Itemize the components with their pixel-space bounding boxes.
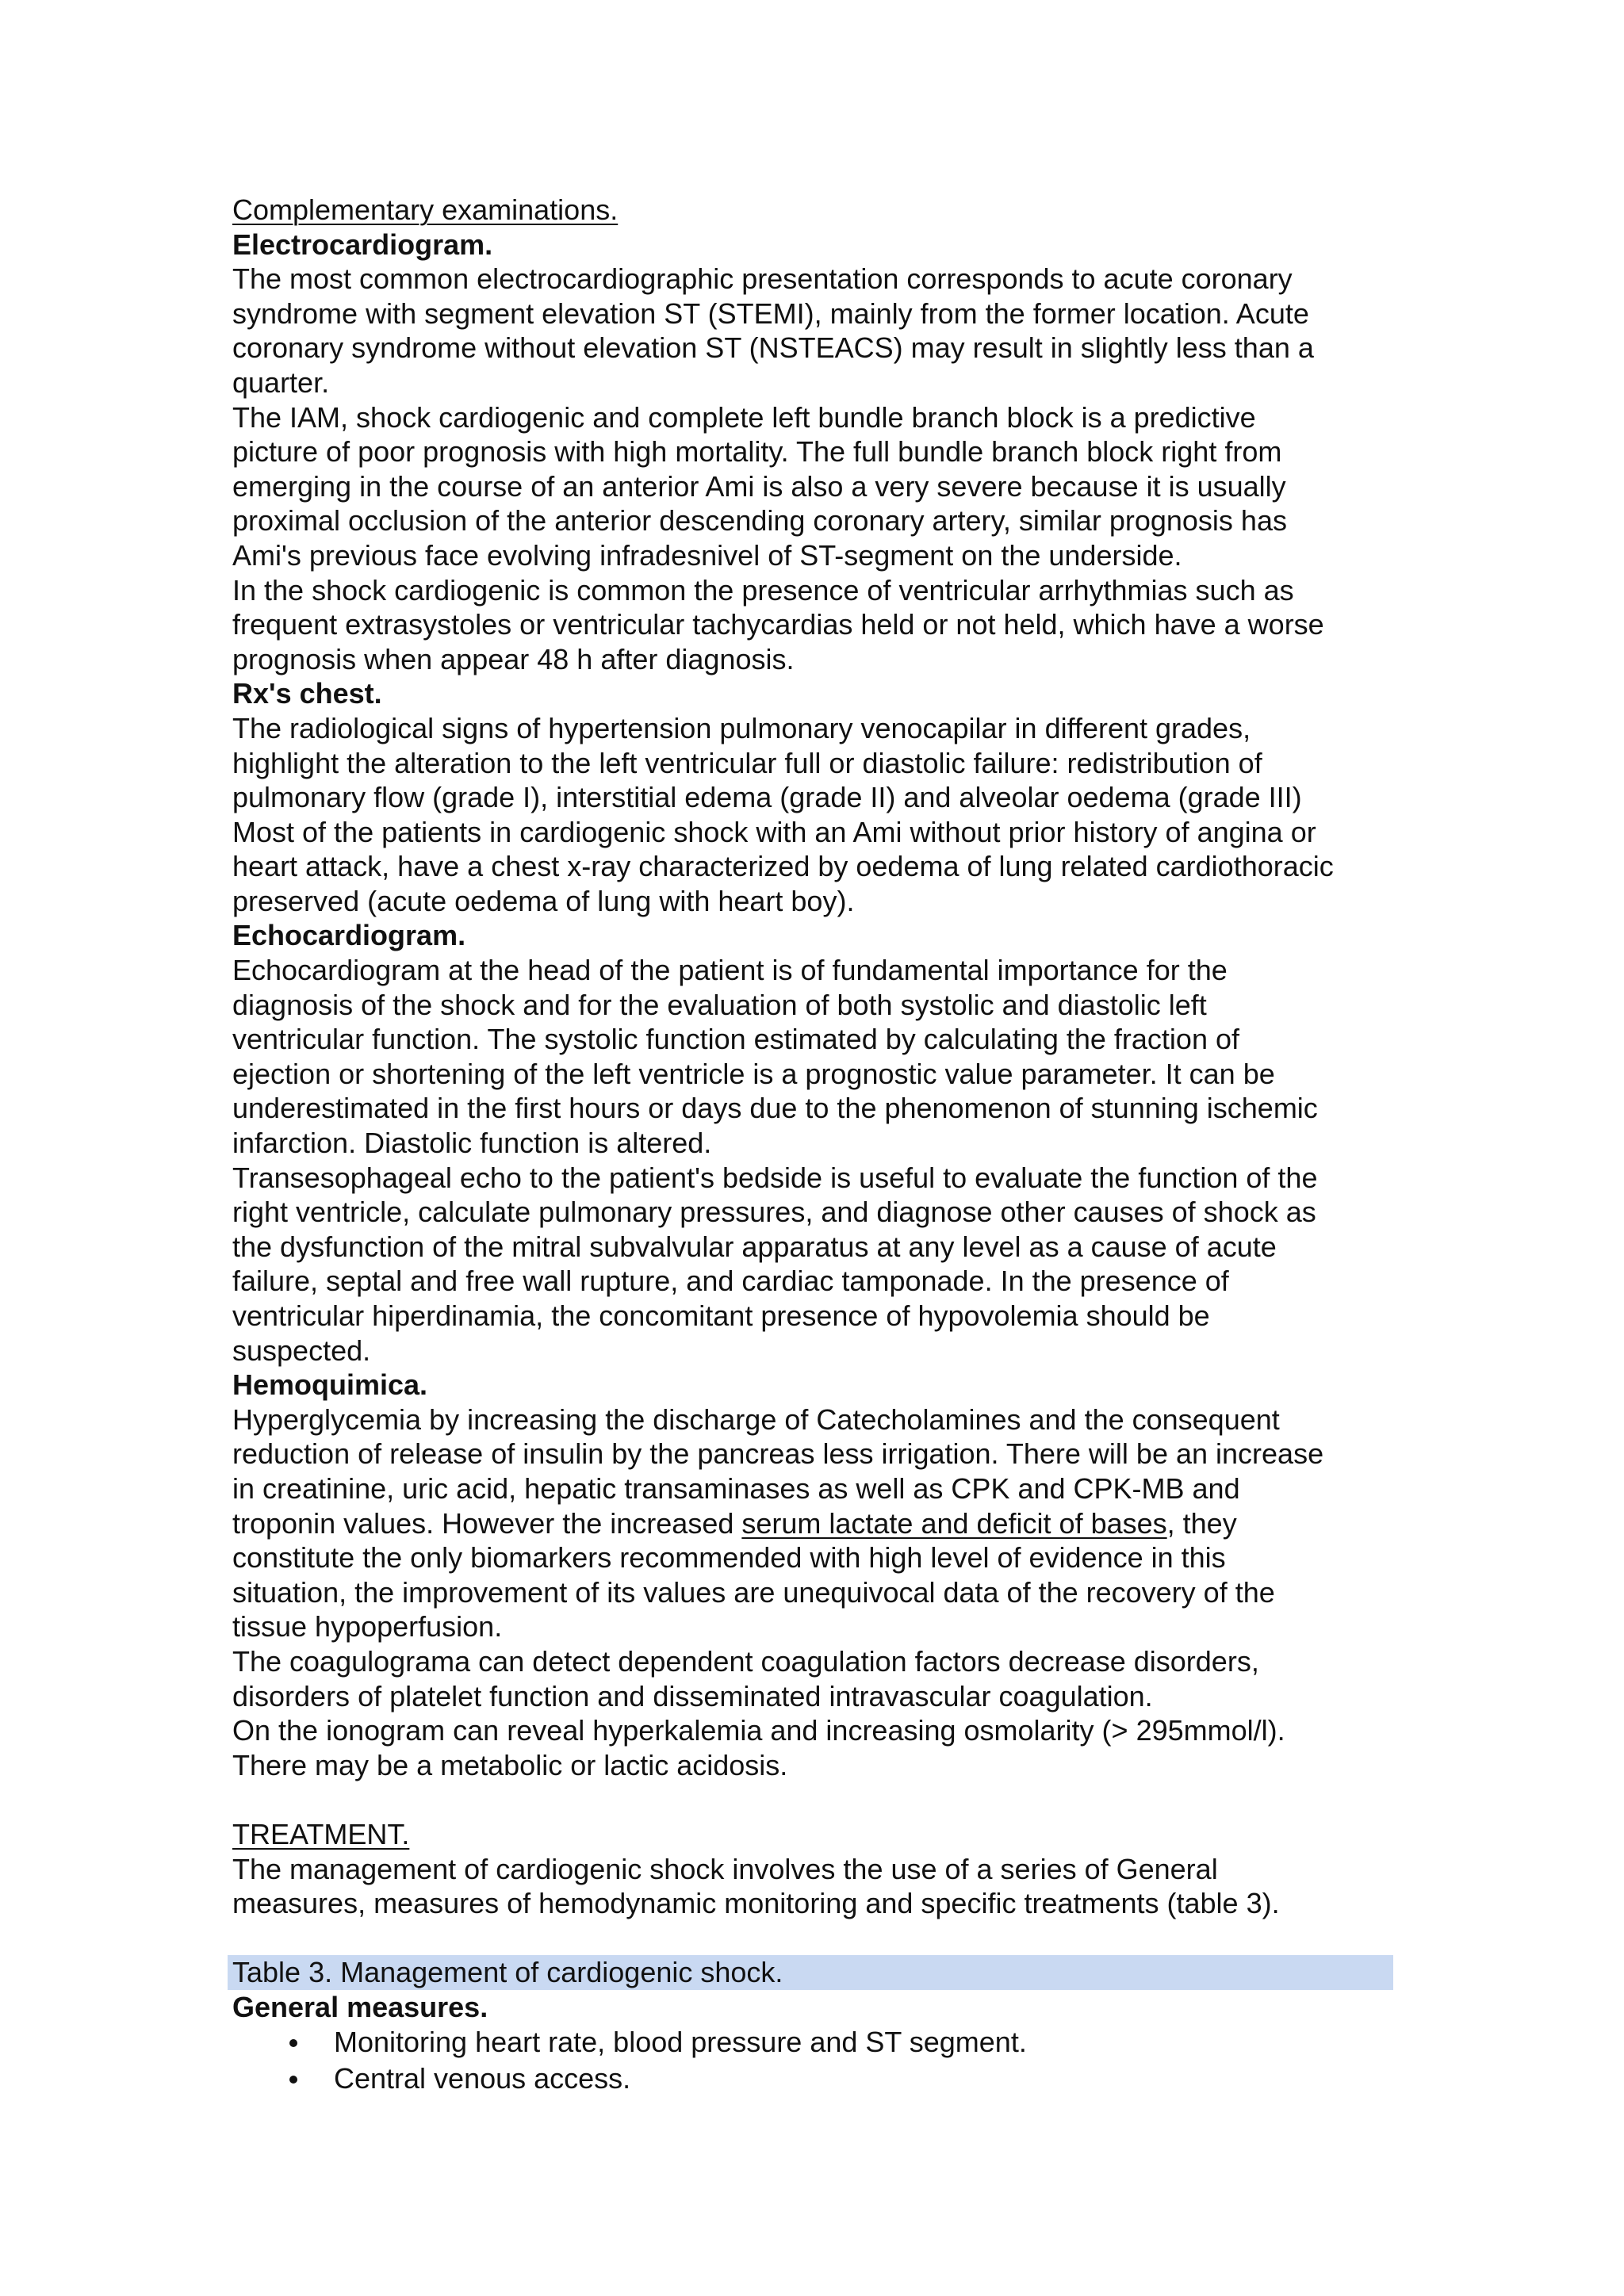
text-line: failure, septal and free wall rupture, and cardiac tamponade. In the presence of bbox=[232, 1265, 1229, 1298]
text-fragment: troponin values. However the increased bbox=[232, 1506, 742, 1540]
text-line: Ami's previous face evolving infradesnivel of ST-segment on the underside. bbox=[232, 538, 1182, 572]
bullet-icon bbox=[289, 2076, 297, 2084]
text-line: reduction of release of insulin by the pancreas less irrigation. There will be an increase bbox=[232, 1437, 1324, 1471]
paragraph-rx-chest bbox=[232, 711, 1398, 919]
text-line: quarter. bbox=[232, 365, 330, 399]
text-line: Hyperglycemia by increasing the discharge of Catecholamines and the consequent bbox=[232, 1402, 1280, 1436]
text-line: highlight the alteration to the left ventricular full or diastolic failure: redistribution of bbox=[232, 746, 1262, 779]
section-heading-treatment: TREATMENT. bbox=[232, 1817, 410, 1850]
text-line: In the shock cardiogenic is common the presence of ventricular arrhythmias such as bbox=[232, 573, 1294, 607]
text-line: suspected. bbox=[232, 1334, 371, 1367]
text-line: ejection or shortening of the left ventricle is a prognostic value parameter. It can be bbox=[232, 1057, 1275, 1090]
text-line: ventricular hiperdinamia, the concomitant presence of hypovolemia should be bbox=[232, 1299, 1210, 1332]
blank-line bbox=[232, 1921, 1398, 1956]
text-line: emerging in the course of an anterior Ami is also a very severe because it is usually bbox=[232, 469, 1286, 503]
list-item-text: Central venous access. bbox=[334, 2062, 631, 2095]
paragraph-echocardiogram bbox=[232, 953, 1398, 1368]
paragraph-hemoquimica bbox=[232, 1402, 1398, 1783]
paragraph-treatment bbox=[232, 1852, 1398, 1921]
text-line: tissue hypoperfusion. bbox=[232, 1610, 503, 1644]
text-line: proximal occlusion of the anterior descending coronary artery, similar prognosis has bbox=[232, 504, 1287, 538]
text-line: The most common electrocardiographic presentation corresponds to acute coronary bbox=[232, 262, 1293, 296]
text-line: The management of cardiogenic shock involves the use of a series of General bbox=[232, 1852, 1218, 1885]
section-heading-complementary: Complementary examinations. bbox=[232, 193, 619, 226]
text-fragment: , they bbox=[1166, 1506, 1237, 1540]
text-line: ventricular function. The systolic function estimated by calculating the fraction of bbox=[232, 1023, 1239, 1056]
text-line: infarction. Diastolic function is altered. bbox=[232, 1127, 712, 1160]
underlined-phrase: serum lactate and deficit of bases bbox=[741, 1506, 1167, 1540]
bullet-icon bbox=[289, 2039, 297, 2047]
list-item bbox=[232, 2024, 1398, 2061]
text-line: diagnosis of the shock and for the evaluation of both systolic and diastolic left bbox=[232, 988, 1207, 1021]
text-line: The coagulograma can detect dependent coagulation factors decrease disorders, bbox=[232, 1644, 1259, 1678]
list-item bbox=[232, 2061, 1398, 2097]
text-line: Most of the patients in cardiogenic shock with an Ami without prior history of angina or bbox=[232, 815, 1316, 848]
text-line: underestimated in the first hours or days due to the phenomenon of stunning ischemic bbox=[232, 1092, 1318, 1125]
text-line: situation, the improvement of its values are unequivocal data of the recovery of the bbox=[232, 1575, 1275, 1609]
text-line: There may be a metabolic or lactic acidosis. bbox=[232, 1748, 788, 1781]
text-line: The radiological signs of hypertension pulmonary venocapilar in different grades, bbox=[232, 711, 1251, 744]
text-line: heart attack, have a chest x-ray characterized by oedema of lung related cardiothoracic bbox=[232, 850, 1334, 883]
list-item-text: Monitoring heart rate, blood pressure and ST segment. bbox=[334, 2026, 1027, 2059]
text-line: coronary syndrome without elevation ST (NSTEACS) may result in slightly less than a bbox=[232, 331, 1314, 365]
table-caption: Table 3. Management of cardiogenic shock. bbox=[228, 1955, 1393, 1990]
subheading-general-measures: General measures. bbox=[232, 1990, 488, 2023]
blank-line bbox=[232, 1782, 1398, 1817]
text-line: Transesophageal echo to the patient's bedside is useful to evaluate the function of the bbox=[232, 1161, 1318, 1194]
bullet-list bbox=[232, 2024, 1398, 2097]
text-line: the dysfunction of the mitral subvalvular apparatus at any level as a cause of acute bbox=[232, 1230, 1277, 1263]
text-line: prognosis when appear 48 h after diagnosis. bbox=[232, 642, 795, 675]
text-line: measures, measures of hemodynamic monitoring and specific treatments (table 3). bbox=[232, 1887, 1280, 1920]
text-line: Echocardiogram at the head of the patient is of fundamental importance for the bbox=[232, 954, 1228, 987]
document-page bbox=[232, 193, 1398, 2097]
text-line: frequent extrasystoles or ventricular tachycardias held or not held, which have a worse bbox=[232, 608, 1324, 641]
text-line-mixed bbox=[232, 1506, 1398, 1541]
subheading-echocardiogram: Echocardiogram. bbox=[232, 919, 466, 952]
text-line: picture of poor prognosis with high mortality. The full bundle branch block right from bbox=[232, 435, 1282, 469]
text-line: preserved (acute oedema of lung with heart boy). bbox=[232, 884, 855, 917]
text-line: pulmonary flow (grade I), interstitial edema (grade II) and alveolar oedema (grade III) bbox=[232, 781, 1302, 814]
text-line: disorders of platelet function and disseminated intravascular coagulation. bbox=[232, 1679, 1153, 1712]
text-line: constitute the only biomarkers recommended with high level of evidence in this bbox=[232, 1541, 1226, 1575]
text-line: syndrome with segment elevation ST (STEMI), mainly from the former location. Acute bbox=[232, 297, 1309, 330]
text-line: in creatinine, uric acid, hepatic transaminases as well as CPK and CPK-MB and bbox=[232, 1471, 1240, 1505]
subheading-rx-chest: Rx's chest. bbox=[232, 677, 382, 710]
text-line: The IAM, shock cardiogenic and complete left bundle branch block is a predictive bbox=[232, 400, 1256, 434]
subheading-hemoquimica: Hemoquimica. bbox=[232, 1368, 428, 1402]
text-line: right ventricle, calculate pulmonary pressures, and diagnose other causes of shock as bbox=[232, 1196, 1316, 1229]
subheading-electrocardiogram: Electrocardiogram. bbox=[232, 228, 493, 261]
text-line: On the ionogram can reveal hyperkalemia and increasing osmolarity (> 295mmol/l). bbox=[232, 1714, 1285, 1747]
paragraph-electrocardiogram bbox=[232, 262, 1398, 676]
